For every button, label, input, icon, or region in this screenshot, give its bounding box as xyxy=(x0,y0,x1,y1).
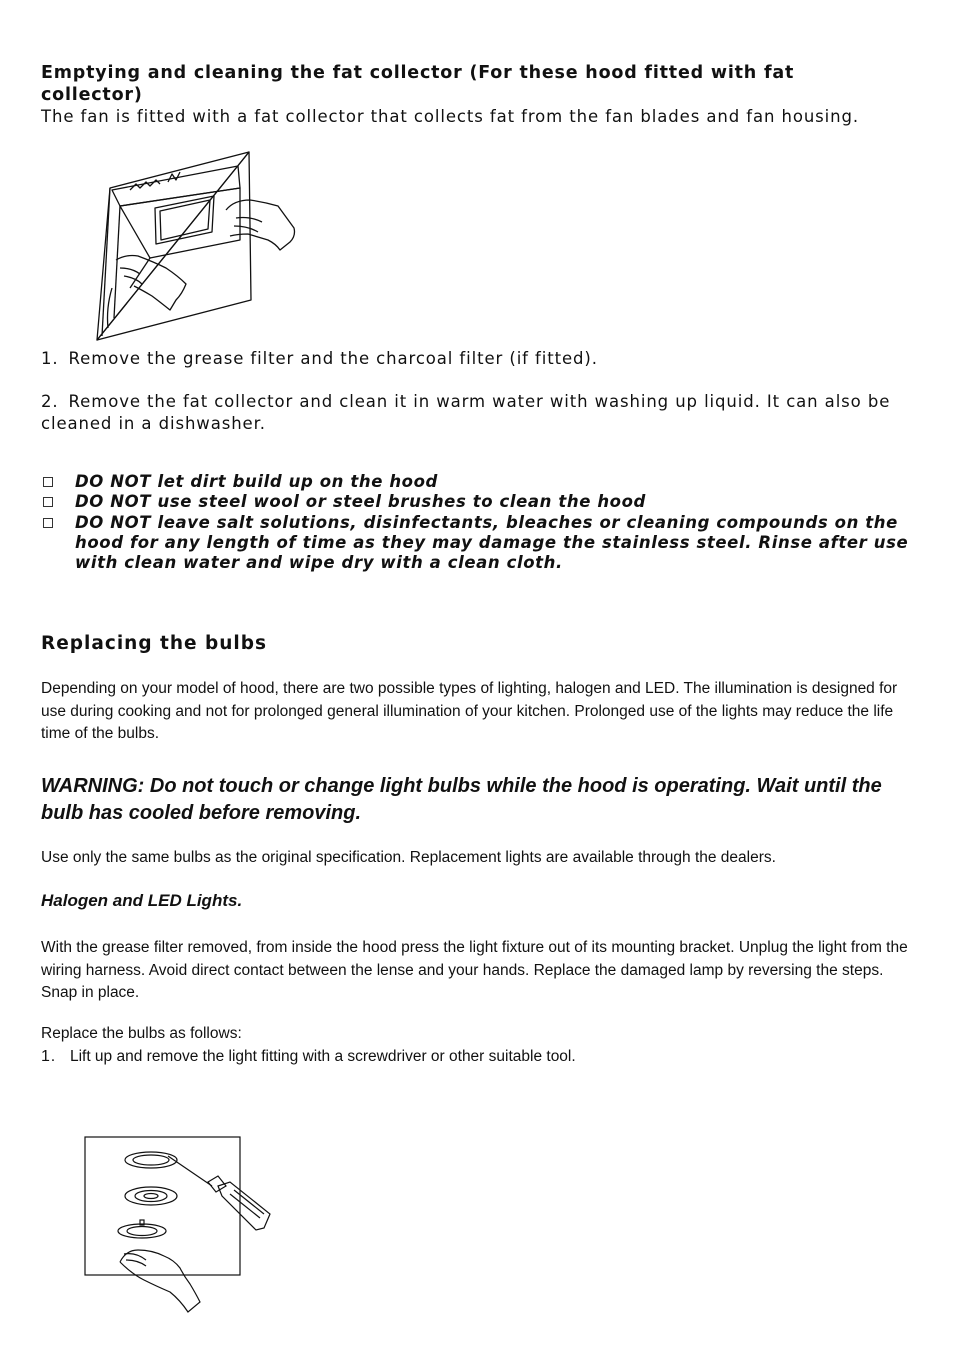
light-fitting-illustration xyxy=(84,1136,284,1316)
step-text: Remove the fat collector and clean it in warm water with washing up liquid. It can also be cleaned in a dishwasher. xyxy=(41,392,891,433)
bulbs-step-1 xyxy=(41,1046,576,1069)
step-text: Lift up and remove the light fitting with a screwdriver or other suitable tool. xyxy=(69,1048,576,1065)
warning-item xyxy=(41,492,911,512)
bulbs-instructions: With the grease filter removed, from inside the hood press the light fixture out of its mounting bracket. Unplug the light from the wiring harness. Avoid direct contact between the lense and your hands. Replace the damaged lamp by reversing the steps. Snap in place. xyxy=(41,939,908,1001)
warning-item xyxy=(41,513,911,574)
fat-collector-intro: The fan is fitted with a fat collector that collects fat from the fan blades and fan housing. xyxy=(41,107,860,126)
bulbs-warning: WARNING: Do not touch or change light bulbs while the hood is operating. Wait until the bulb has cooled before removing. xyxy=(41,775,882,824)
fat-collector-step-2 xyxy=(41,391,901,435)
warning-item xyxy=(41,472,911,492)
halogen-led-subheading: Halogen and LED Lights. xyxy=(41,891,243,910)
warning-text: DO NOT use steel wool or steel brushes to clean the hood xyxy=(75,492,646,512)
bulbs-spec-note: Use only the same bulbs as the original specification. Replacement lights are available through the dealers. xyxy=(41,849,776,866)
fat-collector-step-1 xyxy=(41,348,901,370)
step-number: 1. xyxy=(41,1048,56,1065)
step-text: Remove the grease filter and the charcoal filter (if fitted). xyxy=(68,349,598,368)
checkbox-glyph xyxy=(43,497,53,507)
step-number: 1. xyxy=(41,349,59,368)
bulbs-steps-intro: Replace the bulbs as follows: xyxy=(41,1025,242,1042)
step-number: 2. xyxy=(41,392,59,411)
bulbs-intro: Depending on your model of hood, there are two possible types of lighting, halogen and LED. The illumination is designed for use during cooking and not for prolonged general illumination of your kitchen. Prolonged use of the lights may reduce the life time of the bulbs. xyxy=(41,680,898,742)
warning-text: DO NOT let dirt build up on the hood xyxy=(75,472,438,491)
fat-collector-heading: Emptying and cleaning the fat collector (For these hood fitted with fat collector) xyxy=(41,63,795,105)
checkbox-glyph xyxy=(43,477,53,487)
warning-text: DO NOT leave salt solutions, disinfectants, bleaches or cleaning compounds on the hood for any length of time as they may damage the stainless steel. Rinse after use with clean water and wipe dry with a clean cloth. xyxy=(75,512,909,573)
cleaning-warnings-list xyxy=(41,472,911,573)
checkbox-glyph xyxy=(43,518,53,528)
hood-fat-collector-illustration xyxy=(90,148,305,344)
bulbs-heading: Replacing the bulbs xyxy=(41,633,268,654)
